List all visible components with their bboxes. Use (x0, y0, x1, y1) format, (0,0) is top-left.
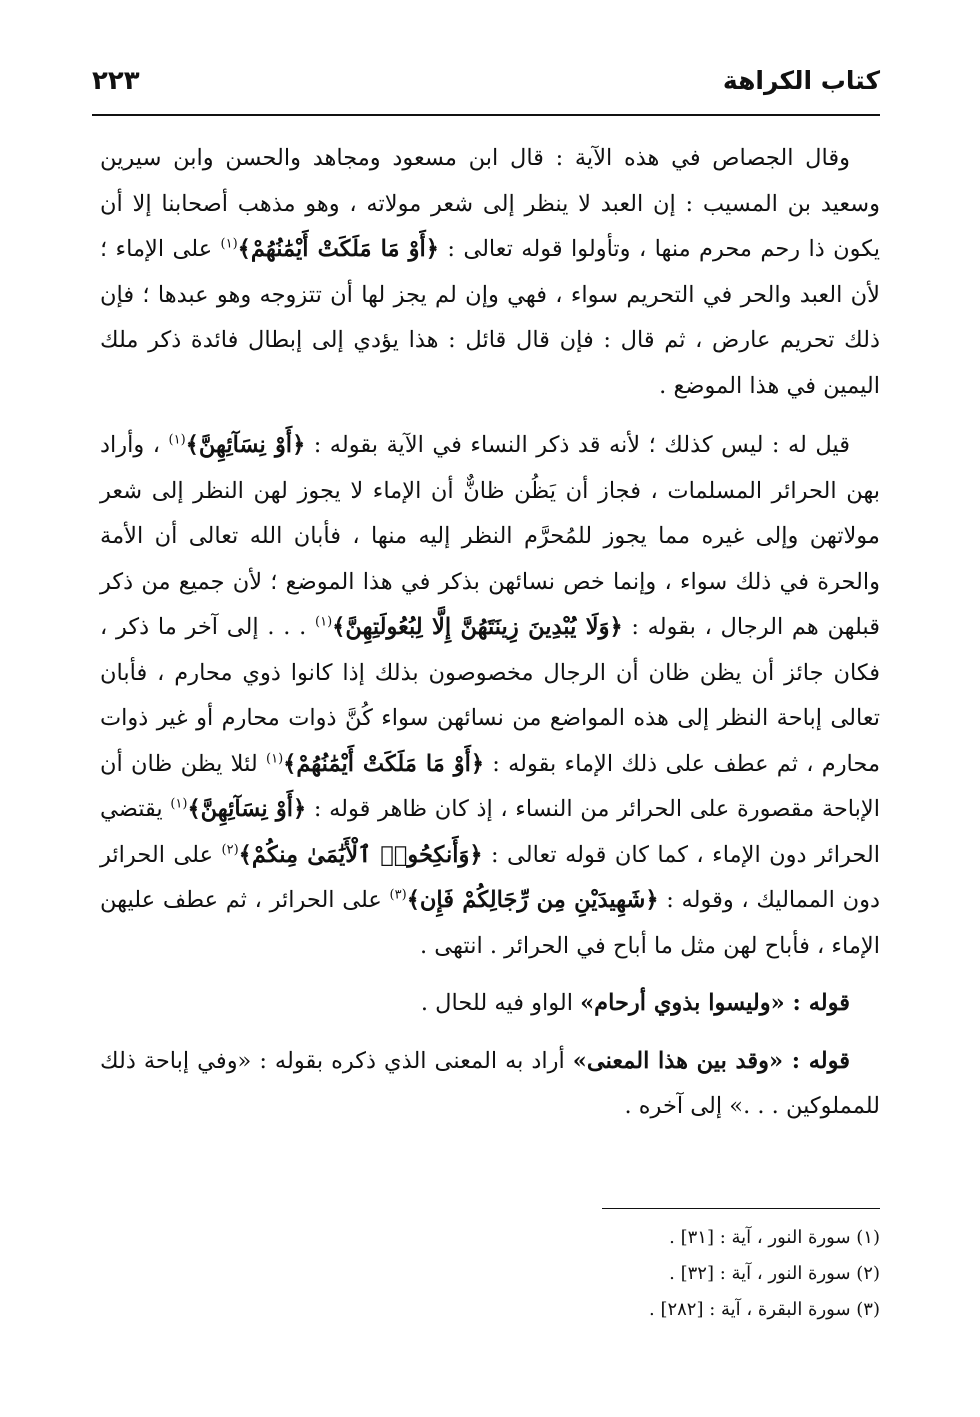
footnote-2: (٢) سورة النور ، آية : [٣٢] . (669, 1263, 880, 1284)
text-run: . . . إلى آخر ما ذكر ، فكان جائز أن يظن ظان أن الرجال مخصوصون بذلك إذا كانوا ذوي محارم ، فأبان تعالى إباحة النظر إلى هذه المواضع من نسائهن سواء كُنَّ ذوات محارم أو غير ذوات محارم ، ثم عطف على ذلك الإماء بقوله : (100, 614, 880, 777)
text-run: لئلا يظن ظان أن الإباحة مقصورة على الحرائر من النساء ، إذ كان ظاهر قوله : (100, 750, 880, 822)
footnote-ref: (١) (168, 432, 186, 448)
quran-quote: ﴿شَهِيدَيْنِ مِن رِّجَالِكُمْ فَإِن﴾ (406, 887, 659, 913)
footnote-ref: (٣) (389, 887, 407, 903)
paragraph-2 (100, 423, 880, 969)
text-run: قيل له : ليس كذلك ؛ لأنه قد ذكر النساء في الآية بقوله : (305, 432, 850, 458)
quran-quote: ﴿أَوْ نِسَآئِهِنَّ﴾ (185, 432, 306, 458)
header-rule (92, 114, 880, 116)
footnote-3: (٣) سورة البقرة ، آية : [٢٨٢] . (649, 1299, 880, 1320)
running-header (92, 66, 880, 110)
footnote-ref: (١) (170, 796, 188, 812)
text-run: ، وأراد بهن الحرائر المسلمات ، فجاز أن يَظُن ظانٌّ أن الإماء لا يجوز لهن النظر إلى شعر مولاتهن وإلى غيره مما يجوز للمُحرَّم النظر إليه منها ، فأبان الله تعالى أن الأمة والحرة في ذلك سواء ، وإنما خص نسائهن بذكر في هذا الموضع ؛ لأن جميع من ذكر قبلهن هم الرجال ، بقوله : (100, 432, 880, 640)
text-run: الواو فيه للحال . (420, 990, 581, 1016)
text-run: على الحرائر دون المماليك ، وقوله : (100, 841, 880, 913)
text-run: على الحرائر ، ثم عطف عليهن الإماء ، فأباح لهن مثل ما أباح في الحرائر . انتهى . (100, 887, 880, 959)
footnote-rule (602, 1208, 880, 1209)
text-run: على الإماء ؛ لأن العبد والحر في التحريم سواء ، فهي وإن لم يجز لها أن تتزوجه وهو عبدها ؛ فإن ذلك تحريم عارض ، ثم قال : فإن قال قائل : هذا يؤدي إلى إبطال فائدة ذكر ملك اليمين في هذا الموضع . (100, 236, 880, 399)
quran-quote: ﴿أَوْ نِسَآئِهِنَّ﴾ (187, 796, 307, 822)
paragraph-1 (100, 136, 880, 409)
quran-quote: ﴿وَأَنكِحُوا۟ ٱلْأَيَٰمَىٰ مِنكُمْ﴾ (238, 841, 483, 868)
quran-quote: ﴿وَلَا يُبْدِينَ زِينَتَهُنَّ إِلَّا لِبُعُولَتِهِنَّ﴾ (332, 614, 623, 640)
commentary-label: قوله : «وقد بين هذا المعنى» (572, 1047, 850, 1074)
quran-quote: ﴿أَوْ مَا مَلَكَتْ أَيْمَٰنُهُمْ﴾ (237, 236, 439, 262)
text-run: وقال الجصاص في هذه الآية : قال ابن مسعود ومجاهد والحسن وابن سيرين وسعيد بن المسيب : إن العبد لا ينظر إلى شعر مولاته ، وهو مذهب أصحابنا إلا أن يكون ذا رحم محرم منها ، وتأولوا قوله تعالى : (100, 145, 880, 262)
footnotes (460, 1220, 880, 1328)
commentary-label: قوله : «وليسوا بذوي أرحام» (580, 990, 850, 1016)
main-text (100, 136, 880, 1130)
footnote-ref: (٢) (221, 842, 239, 857)
paragraph-3 (100, 981, 880, 1027)
text-run: يقتضي الحرائر دون الإماء ، كما كان قوله تعالى : (100, 796, 880, 868)
text-run: أراد به المعنى الذي ذكره بقوله : «وفي إباحة ذلك للمملوكين . . .» إلى آخره . (100, 1047, 880, 1119)
footnote-ref: (١) (266, 751, 284, 766)
footnote-ref: (١) (315, 614, 333, 630)
paragraph-4 (100, 1039, 880, 1130)
footnote-ref: (١) (220, 236, 238, 252)
footnote-1: (١) سورة النور ، آية : [٣١] . (669, 1227, 880, 1248)
page-number: ٢٢٣ (92, 66, 140, 96)
chapter-title: كتاب الكراهة (722, 66, 880, 95)
quran-quote: ﴿أَوْ مَا مَلَكَتْ أَيْمَٰنُهُمْ﴾ (283, 750, 485, 777)
